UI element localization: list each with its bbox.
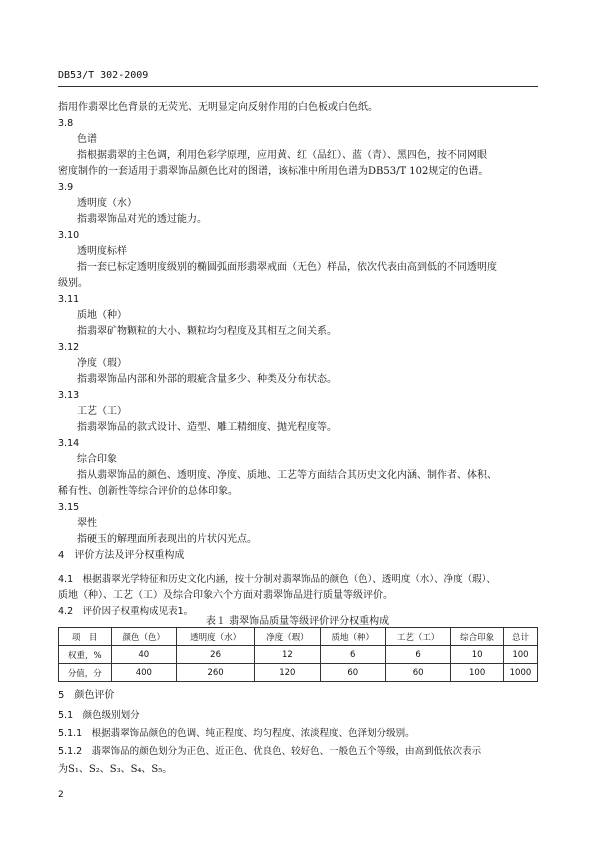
table-cell: 26 [177, 646, 255, 664]
page-number: 2 [58, 790, 64, 800]
table-cell: 100 [451, 664, 504, 682]
table-cell: 400 [111, 664, 176, 682]
paragraph-line: 指一套已标定透明度级别的椭圆弧面形翡翠戒面（无色）样品，依次代表由高到低的不同透明度 [77, 262, 497, 273]
section-heading: 4 评价方法及评分权重构成 [58, 550, 185, 561]
clause-number: 3.15 [58, 502, 80, 513]
clause-number: 5.1.2 翡翠饰品的颜色划分为正色、近正色、优良色、较好色、一般色五个等级，由高到低依次表示 [58, 746, 482, 757]
paragraph-continuation: 为S₁、S₂、S₃、S₄、S₅。 [58, 764, 173, 775]
table-header-cell: 质地（种） [320, 628, 385, 646]
clause-number: 3.14 [58, 438, 80, 449]
clause-number: 3.8 [58, 118, 74, 129]
table-cell: 1000 [503, 664, 537, 682]
paragraph-line: 指从翡翠饰品的颜色、透明度、净度、质地、工艺等方面结合其历史文化内涵、制作者、体积、 [77, 470, 497, 481]
table-cell: 权重，% [59, 646, 112, 664]
paragraph-line: 指翡翠饰品对光的透过能力。 [77, 214, 207, 225]
section-heading: 5 颜色评价 [58, 690, 115, 701]
table-cell: 260 [177, 664, 255, 682]
clause-number: 3.12 [58, 342, 80, 353]
table-header-cell: 综合印象 [451, 628, 504, 646]
table-header-cell: 工艺（工） [385, 628, 450, 646]
table-cell: 60 [320, 664, 385, 682]
table-header-cell: 净度（瑕） [255, 628, 320, 646]
paragraph-continuation: 密度制作的一套适用于翡翠饰品颜色比对的图谱，该标准中所用色谱为DB53/T 102规定的色谱。 [58, 166, 489, 177]
term-heading: 透明度标样 [77, 246, 127, 257]
table-row [59, 646, 538, 664]
clause-number: 5.1 颜色级别划分 [58, 710, 140, 721]
table-header-cell: 透明度（水） [177, 628, 255, 646]
table-cell: 12 [255, 646, 320, 664]
table-cell: 100 [503, 646, 537, 664]
term-heading: 净度（瑕） [77, 358, 127, 369]
clause-number: 3.9 [58, 182, 74, 193]
table-header-cell: 颜色（色） [111, 628, 176, 646]
table-cell: 120 [255, 664, 320, 682]
term-heading: 翠性 [77, 518, 97, 529]
table-cell: 分值，分 [59, 664, 112, 682]
table-cell: 40 [111, 646, 176, 664]
paragraph-line: 指根据翡翠的主色调，利用色彩学原理，应用黄、红（品红）、蓝（青）、黑四色，按不同网眼 [77, 150, 487, 161]
clause-number: 4.1 根据翡翠光学特征和历史文化内涵，按十分制对翡翠饰品的颜色（色）、透明度（水）、净度（瑕）、 [58, 574, 496, 585]
table-cell: 6 [385, 646, 450, 664]
term-heading: 综合印象 [77, 454, 117, 465]
term-heading: 色谱 [77, 134, 97, 145]
term-heading: 质地（种） [77, 310, 127, 321]
term-heading: 透明度（水） [77, 198, 137, 209]
clause-number: 3.10 [58, 230, 80, 241]
table-cell: 6 [320, 646, 385, 664]
paragraph-line: 指翡翠饰品内部和外部的瑕疵含量多少、种类及分布状态。 [77, 374, 337, 385]
table-caption: 表１ 翡翠饰品质量等级评价评分权重构成 [205, 616, 390, 627]
term-heading: 工艺（工） [77, 406, 127, 417]
table-header-row [59, 628, 538, 646]
paragraph-continuation: 指用作翡翠比色背景的无荧光、无明显定向反射作用的白色板或白色纸。 [58, 102, 378, 113]
paragraph-line: 指翡翠矿物颗粒的大小、颗粒均匀程度及其相互之间关系。 [77, 326, 337, 337]
clause-number: 3.13 [58, 390, 80, 401]
clause-number: 5.1.1 根据翡翠饰品颜色的色调、纯正程度、均匀程度、浓淡程度、色泽划分级别。 [58, 728, 415, 739]
paragraph-line: 指硬玉的解理面所表现出的片状闪光点。 [77, 534, 257, 545]
table-header-cell: 总计 [503, 628, 537, 646]
header-rule [58, 86, 538, 87]
table-cell: 60 [385, 664, 450, 682]
table-row [59, 664, 538, 682]
paragraph-continuation: 质地（种）、工艺（工）及综合印象六个方面对翡翠饰品进行质量等级评价。 [58, 590, 393, 601]
table-cell: 10 [451, 646, 504, 664]
clause-number: 4.2 评价因子权重构成见表1。 [58, 606, 194, 617]
weight-table [58, 627, 538, 682]
document-code-header: DB53/T 302-2009 [58, 70, 149, 81]
paragraph-continuation: 级别。 [58, 278, 88, 289]
paragraph-continuation: 稀有性、创新性等综合评价的总体印象。 [58, 486, 238, 497]
clause-number: 3.11 [58, 294, 80, 305]
table-header-cell: 项 目 [59, 628, 112, 646]
paragraph-line: 指翡翠饰品的款式设计、造型、雕工精细度、抛光程度等。 [77, 422, 337, 433]
